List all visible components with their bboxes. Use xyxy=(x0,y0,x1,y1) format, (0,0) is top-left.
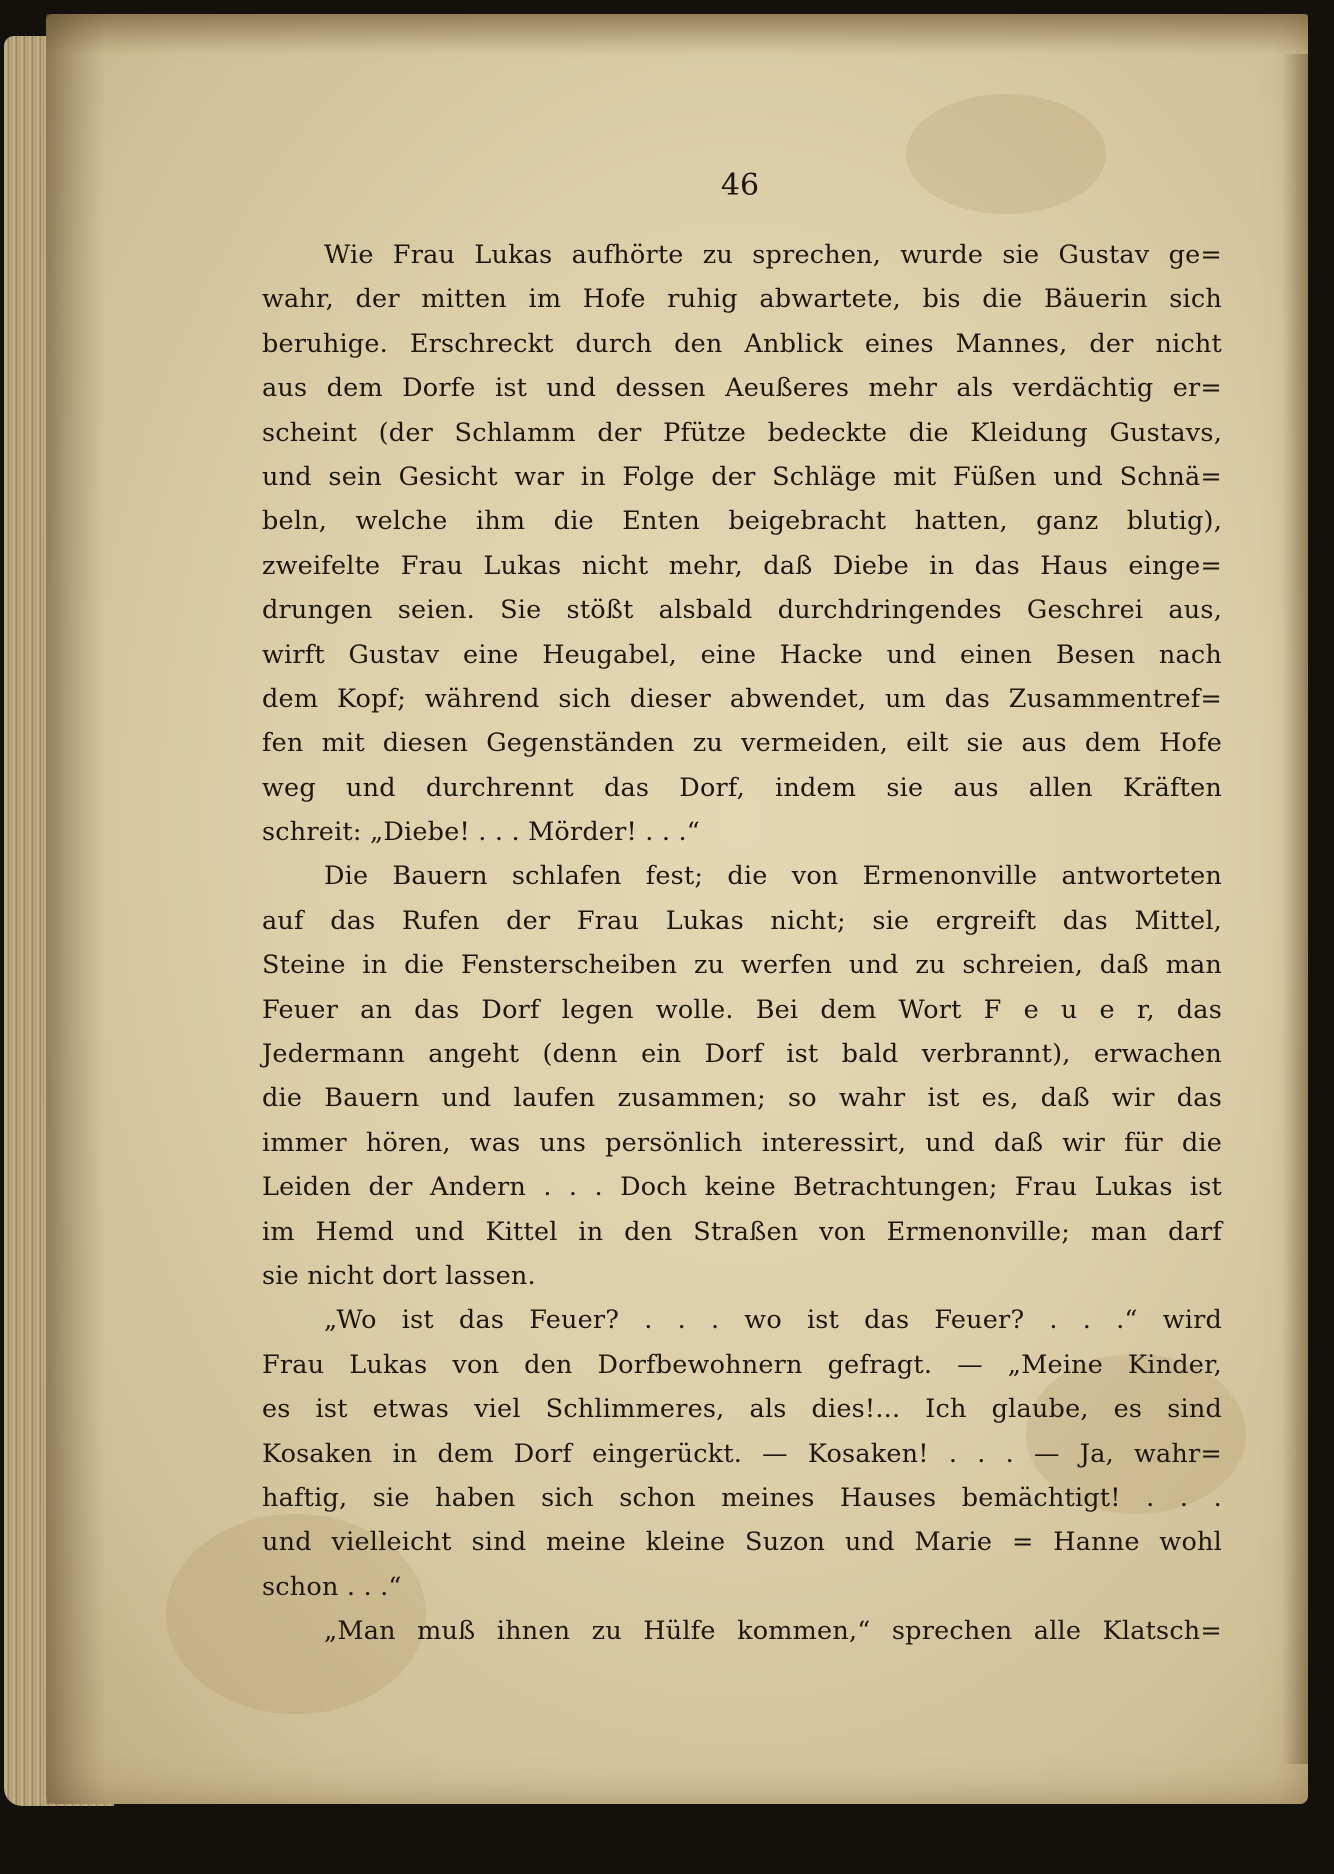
text-line: haftig, sie haben sich schon meines Hauses bemächtigt! . . . xyxy=(262,1482,1222,1513)
text-line: auf das Rufen der Frau Lukas nicht; sie ergreift das Mittel, xyxy=(262,905,1222,936)
text-line: Frau Lukas von den Dorfbewohnern gefragt. — „Meine Kinder, xyxy=(262,1349,1222,1380)
text-line: es ist etwas viel Schlimmeres, als dies!... Ich glaube, es sind xyxy=(262,1394,1222,1425)
text-line: die Bauern und laufen zusammen; so wahr ist es, daß wir das xyxy=(262,1083,1222,1114)
body-text xyxy=(262,233,1222,1654)
text-line: schon . . .“ xyxy=(262,1571,402,1602)
top-edge-shadow xyxy=(46,14,1308,54)
paper-stain xyxy=(906,94,1106,214)
text-line: Steine in die Fensterscheiben zu werfen und zu schreien, daß man xyxy=(262,950,1222,981)
paragraph-3 xyxy=(262,1298,1222,1609)
text-line: schreit: „Diebe! . . . Mörder! . . .“ xyxy=(262,817,701,848)
text-line: sie nicht dort lassen. xyxy=(262,1260,536,1291)
text-line: Jedermann angeht (denn ein Dorf ist bald verbrannt), erwachen xyxy=(262,1039,1222,1070)
text-line: aus dem Dorfe ist und dessen Aeußeres mehr als verdächtig er= xyxy=(262,373,1222,404)
text-line: wirft Gustav eine Heugabel, eine Hacke und einen Besen nach xyxy=(262,639,1222,670)
text-line: immer hören, was uns persönlich interessirt, und daß wir für die xyxy=(262,1127,1222,1158)
text-line: beln, welche ihm die Enten beigebracht hatten, ganz blutig), xyxy=(262,506,1222,537)
right-edge-shadow xyxy=(1282,54,1308,1764)
paragraph-4 xyxy=(262,1609,1222,1653)
text-line: Die Bauern schlafen fest; die von Ermenonville antworteten xyxy=(324,861,1222,892)
text-line: dem Kopf; während sich dieser abwendet, um das Zusammentref= xyxy=(262,683,1222,714)
text-line: „Wo ist das Feuer? . . . wo ist das Feuer? . . .“ wird xyxy=(324,1305,1222,1336)
text-line: Leiden der Andern . . . Doch keine Betrachtungen; Frau Lukas ist xyxy=(262,1172,1222,1203)
text-line: Kosaken in dem Dorf eingerückt. — Kosaken! . . . — Ja, wahr= xyxy=(262,1438,1222,1469)
text-line: im Hemd und Kittel in den Straßen von Ermenonville; man darf xyxy=(262,1216,1222,1247)
text-line: Wie Frau Lukas aufhörte zu sprechen, wurde sie Gustav ge= xyxy=(324,240,1222,270)
text-line: weg und durchrennt das Dorf, indem sie aus allen Kräften xyxy=(262,772,1222,803)
paragraph-1 xyxy=(262,233,1222,854)
text-line: drungen seien. Sie stößt alsbald durchdringendes Geschrei aus, xyxy=(262,595,1222,626)
gutter-shadow xyxy=(46,14,106,1804)
text-line: wahr, der mitten im Hofe ruhig abwartete, bis die Bäuerin sich xyxy=(262,284,1222,315)
text-line: Feuer an das Dorf legen wolle. Bei dem Wort F e u e r, das xyxy=(262,994,1222,1025)
text-line: fen mit diesen Gegenständen zu vermeiden, eilt sie aus dem Hofe xyxy=(262,728,1222,759)
text-line: beruhige. Erschreckt durch den Anblick eines Mannes, der nicht xyxy=(262,328,1222,359)
paragraph-2 xyxy=(262,854,1222,1298)
text-line: und vielleicht sind meine kleine Suzon und Marie = Hanne wohl xyxy=(262,1527,1222,1558)
page-number: 46 xyxy=(720,168,760,203)
text-line: zweifelte Frau Lukas nicht mehr, daß Diebe in das Haus einge= xyxy=(262,550,1222,581)
text-line: und sein Gesicht war in Folge der Schläge mit Füßen und Schnä= xyxy=(262,461,1222,492)
text-line: scheint (der Schlamm der Pfütze bedeckte die Kleidung Gustavs, xyxy=(262,417,1222,448)
text-line: „Man muß ihnen zu Hülfe kommen,“ sprechen alle Klatsch= xyxy=(324,1616,1222,1647)
